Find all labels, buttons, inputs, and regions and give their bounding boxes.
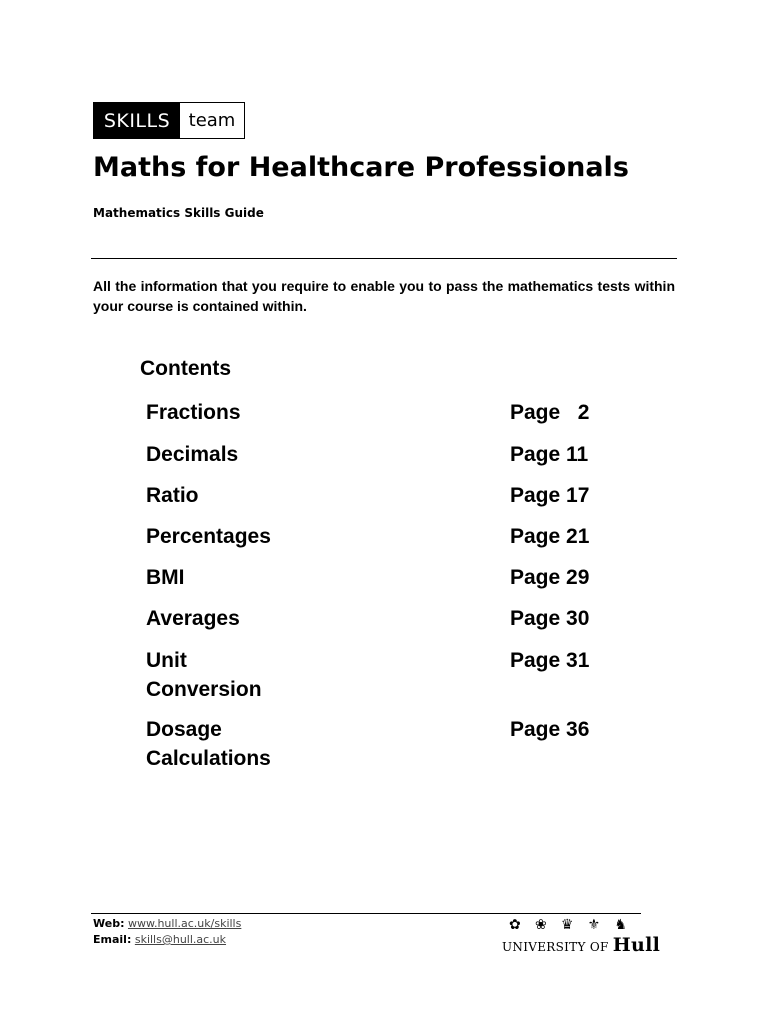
toc-item-label: Percentages [146, 525, 271, 548]
footer-email-link[interactable]: skills@hull.ac.uk [134, 933, 227, 946]
logo-skills-text: SKILLS [94, 103, 180, 138]
footer-email [93, 933, 226, 946]
toc-item-label: Averages [146, 607, 240, 630]
footer-web [93, 917, 241, 930]
toc-item-label: Ratio [146, 484, 199, 507]
footer-web-label: Web: [93, 917, 125, 930]
toc-item-page: Page 29 [510, 566, 590, 589]
toc-item-label: Decimals [146, 443, 239, 466]
skills-team-logo [93, 102, 245, 139]
header-divider [91, 258, 677, 259]
logo-team-text: team [188, 110, 236, 131]
toc-item-label: Fractions [146, 401, 241, 424]
toc-item-label: BMI [146, 566, 185, 589]
toc-item-page: Page 36 [510, 718, 590, 741]
rose-icon: ✿ [509, 916, 521, 932]
footer-divider [91, 913, 641, 914]
intro-paragraph: All the information that you require to enable you to pass the mathematics tests within your course is contained within. [93, 278, 675, 314]
toc-item-label: Unit Conversion [146, 649, 262, 701]
crown-icon: ♛ [560, 916, 574, 932]
university-name: Hull [612, 934, 661, 956]
university-crest [509, 916, 627, 932]
toc-item-page: Page 2 [510, 401, 590, 424]
footer-web-link[interactable]: www.hull.ac.uk/skills [127, 917, 242, 930]
toc-item-page: Page 31 [510, 649, 590, 672]
document-subtitle: Mathematics Skills Guide [93, 206, 264, 220]
university-prefix: UNIVERSITY OF [502, 940, 609, 954]
toc-item-page: Page 21 [510, 525, 590, 548]
bird-icon: ♞ [614, 916, 627, 932]
rose-icon: ❀ [534, 916, 547, 932]
toc-item-page: Page 30 [510, 607, 590, 630]
fleur-de-lis-icon: ⚜ [587, 916, 601, 932]
toc-item-page: Page 17 [510, 484, 590, 507]
toc-item-page: Page 11 [510, 443, 589, 466]
university-logo [502, 934, 660, 956]
toc-item-label: Dosage Calculations [146, 718, 271, 770]
footer-email-label: Email: [93, 933, 132, 946]
contents-heading: Contents [140, 357, 231, 380]
document-title: Maths for Healthcare Professionals [93, 152, 629, 183]
